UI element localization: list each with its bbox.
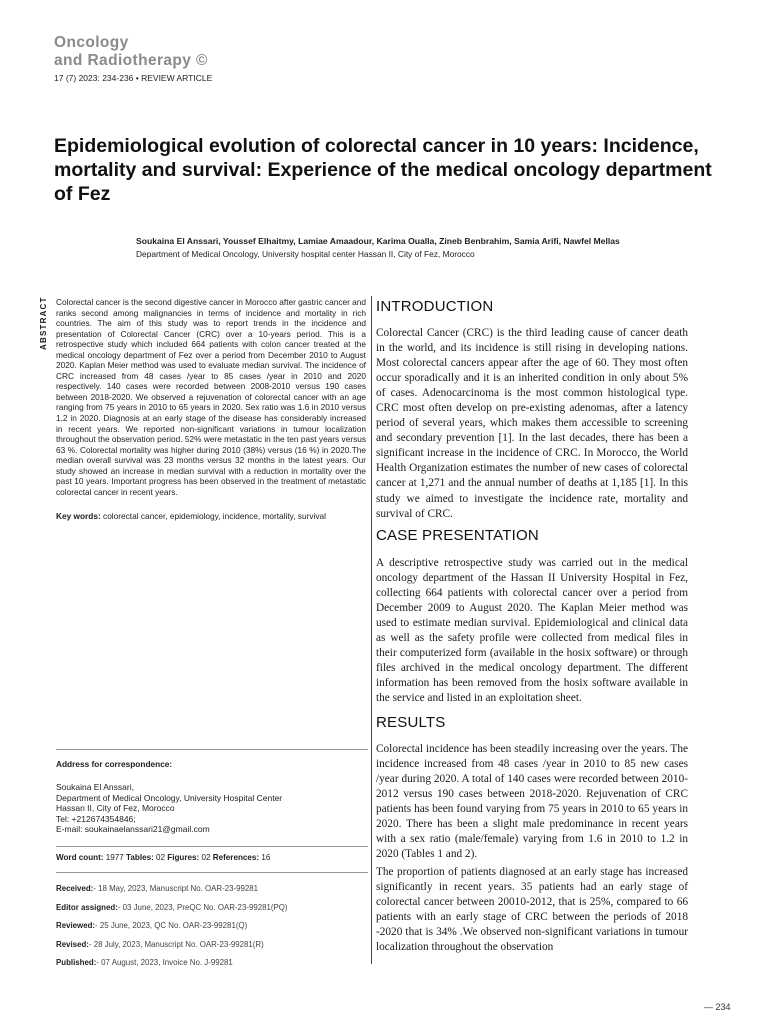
affiliation: Department of Medical Oncology, University hospital center Hassan II, City of Fez, Morocco	[136, 249, 475, 259]
journal-name-line2: and Radiotherapy ©	[54, 52, 208, 69]
tables-label: Tables:	[126, 853, 154, 862]
figures-label: Figures:	[167, 853, 200, 862]
date-revised: Revised:- 28 July, 2023, Manuscript No. OAR-23-99281(R)	[56, 939, 264, 949]
wc-label: Word count:	[56, 853, 104, 862]
manuscript-dates	[56, 880, 288, 973]
case-presentation-heading: CASE PRESENTATION	[376, 527, 539, 544]
article-title: Epidemiological evolution of colorectal cancer in 10 years: Incidence, mortality and survival: Experience of the medical oncology department of Fez	[54, 135, 712, 205]
column-divider	[371, 296, 372, 964]
refs-value: 16	[259, 853, 271, 862]
refs-label: References:	[212, 853, 260, 862]
correspondence-block	[56, 782, 282, 835]
word-count	[56, 853, 270, 862]
date-received: Received:- 18 May, 2023, Manuscript No. OAR-23-99281	[56, 884, 259, 893]
figures-value: 02	[199, 853, 213, 862]
corr-address: Hassan II, City of Fez, Morocco	[56, 803, 175, 814]
correspondence-label: Address for correspondence:	[56, 759, 173, 769]
date-editor-assigned: Editor assigned:- 03 June, 2023, PreQC No. OAR-23-99281(PQ)	[56, 902, 288, 912]
journal-name	[54, 34, 208, 70]
corr-tel: Tel: +212674354846;	[56, 813, 136, 824]
date-reviewed: Reviewed:- 25 June, 2023, QC No. OAR-23-99281(Q)	[56, 921, 248, 931]
corr-name: Soukaina El Anssari,	[56, 782, 134, 792]
results-heading: RESULTS	[376, 714, 446, 731]
tables-value: 02	[153, 853, 168, 862]
corr-dept: Department of Medical Oncology, University Hospital Center	[56, 792, 283, 803]
wc-value: 1977	[103, 853, 127, 862]
page-number: — 234	[704, 1002, 731, 1012]
date-published: Published:- 07 August, 2023, Invoice No. J-99281	[56, 958, 233, 968]
corr-email[interactable]: E-mail: soukainaelanssari21@gmail.com	[56, 824, 210, 835]
keywords-text: colorectal cancer, epidemiology, incidence, mortality, survival	[103, 511, 326, 521]
results-text-2: The proportion of patients diagnosed at an early stage has increased significantly in recent years. 35 patients had an early stage of colorectal cancer between 20010-2012, that is 25%, compared to 66 patients with an early stage of CRC between the periods of 2018 -2020 that is 34% .We observed non-significant variations in tumour localization throughout the observation	[376, 866, 688, 954]
divider	[56, 872, 368, 873]
abstract-text: Colorectal cancer is the second digestive cancer in Morocco after gastric cancer and ranks second among malignancies in terms of incidence and mortality in rich countries. The aim of this study was to report trends in the incidence and presentation of Colorectal Cancer (CRC) over a 10-years period. This is a retrospective study which included 664 patients with colon cancer treated at the medical oncology department of Fez over a period from December 2010 to August 2020. Kaplan Meier method was used to evaluate median survival. The incidence of CRC increased from 48 cases /year to 85 cases /year in 2010 and 2020 respectively. 140 cases were recorded between 2008-2010 versus 190 cases between 2018-2020. We observed a rejuvenation of colorectal cancer with an age ranging from 75 years in 2010 to 65 years in 2020. Sex ratio was 1.6 in 2010 versus 1.2 in 2020. Diagnosis at an early stage of the disease has considerably increased in recent years. We reported non-significant variations in tumour localization throughout the observation period. 52% were metastatic in the ten past years versus 63 %. Colorectal mortality was higher during 2010 (38%) versus (16 %) in 2020.The median overall survival was 23 months versus 32 months in the latest years. Our study showed an increase in median survival with a reduction in mortality over the past 10 years. Important progress has been observed in the treatment of metastatic colorectal cancer in recent years.	[56, 297, 366, 497]
case-presentation-text: A descriptive retrospective study was carried out in the medical oncology department of the Hassan II University Hospital in Fez, collecting 664 patients with colorectal cancer over a period from December 2009 to August 2020. The Kaplan Meier method was used to estimate median survival. Epidemiological and clinical data as well as the safety profile were collected from medical files in their computerized form (available in the hosix software) or through files archived in the medical oncology department. The different information has been removed from the hosix software available in the service and listed in an exploitation sheet.	[376, 557, 688, 705]
keywords-label: Key words:	[56, 511, 101, 521]
results-text-1: Colorectal incidence has been steadily increasing over the years. The incidence increased from 48 cases /year in 2010 to 85 new cases /year during 2020. A total of 140 cases were recorded between 2010-2012 versus 190 cases between 2018-2020. Rejuvenation of CRC patients has been found varying from 75 years in 2010 to 65 years in 2020. There has been a slight male predominance in recent years with a sex ratio (male/female) varying from 1.6 in 2010 to 1.2 in 2020 (Tables 1 and 2).	[376, 743, 688, 861]
introduction-heading: INTRODUCTION	[376, 298, 494, 315]
author-list: Soukaina El Anssari, Youssef Elhaitmy, Lamiae Amaadour, Karima Oualla, Zineb Benbrahim, Samia Arifi, Nawfel Mellas	[136, 236, 620, 246]
divider	[56, 749, 368, 750]
journal-name-line1: Oncology	[54, 34, 129, 51]
introduction-text: Colorectal Cancer (CRC) is the third leading cause of cancer death in the world, and its incidence is still rising in developing nations. Most colorectal cancers appear after the age of 60. They most often occur sporadically and it is an inherited condition in only about 5% of cases. Adenocarcinoma is the most common histological type. CRC most often develop on pre-existing adenomas, after a latency period of several years, which makes them accessible to screening and secondary prevention [1]. In the last decades, there has been a significant increase in the incidence of CRC. In Morocco, the World Health Organization estimates the number of new cases of colorectal cancer at 1,271 and the annual number of deaths at 1,185 [1]. In this study we aimed to investigate the incidence rate, mortality and survival of CRC.	[376, 327, 688, 520]
issue-info: 17 (7) 2023: 234-236 • REVIEW ARTICLE	[54, 73, 213, 83]
keywords	[56, 511, 366, 521]
divider	[56, 846, 368, 847]
abstract-label: ABSTRACT	[39, 296, 48, 350]
